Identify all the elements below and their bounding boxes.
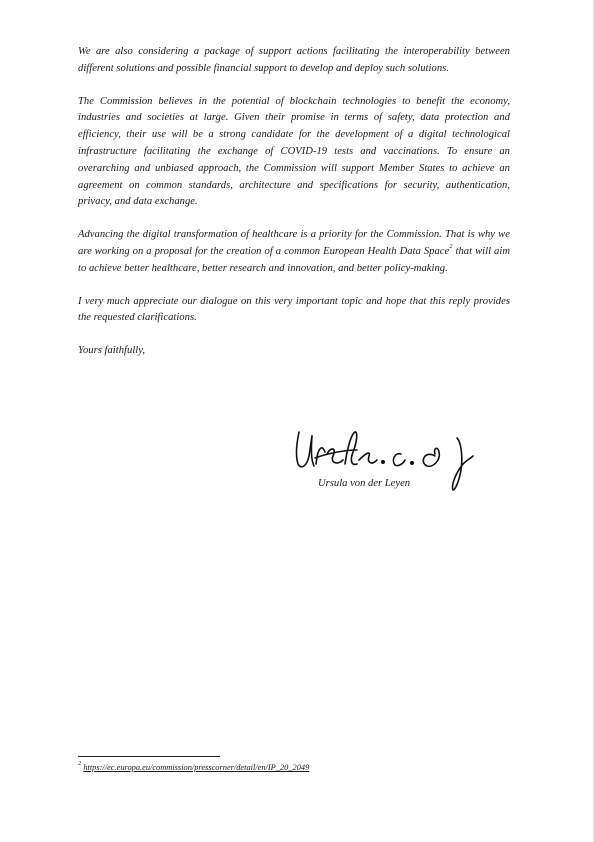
paragraph-blockchain: The Commission believes in the potential of blockchain technologies to benefit the economy, industries and societies at large. Given their promise in terms of safety, data protection and efficiency, their use will be a strong candidate for the development of a digital technological infrastructure facilitating the exchange of COVID-19 tests and vaccinations. To ensure an overarching and unbiased approach, the Commission will support Member States to achieve an agreement on common standards, architecture and specifications for security, authentication, privacy, and data exchange.	[78, 95, 510, 208]
footnote-link[interactable]: https://ec.europa.eu/commission/presscorner/detail/en/IP_20_2049	[83, 763, 310, 772]
paragraph-dialogue: I very much appreciate our dialogue on this very important topic and hope that this reply provides the requested clarifications.	[78, 295, 510, 324]
paragraph-interoperability: We are also considering a package of support actions facilitating the interoperability between different solutions and possible financial support to develop and deploy such solutions.	[78, 46, 510, 74]
closing-salutation: Yours faithfully,	[78, 345, 146, 357]
footnote-divider	[78, 756, 220, 757]
paragraph-health-data-space-text-end: that will aim to achieve better healthcare, better research and innovation, and better policy-making.	[78, 245, 511, 274]
paragraph-health-data-space-text: Advancing the digital transformation of healthcare is a priority for the Commission. That is why we are working on a proposal for the creation of a common European Health Data Space	[78, 229, 510, 257]
footnote	[78, 762, 309, 774]
footnote-reference: 2	[449, 243, 453, 251]
letter-body	[78, 44, 510, 376]
signatory-name: Ursula von der Leyen	[318, 478, 411, 489]
signature-block	[285, 420, 485, 500]
paragraph-health-data-space	[78, 227, 510, 277]
footnote-number: 2	[78, 760, 82, 768]
